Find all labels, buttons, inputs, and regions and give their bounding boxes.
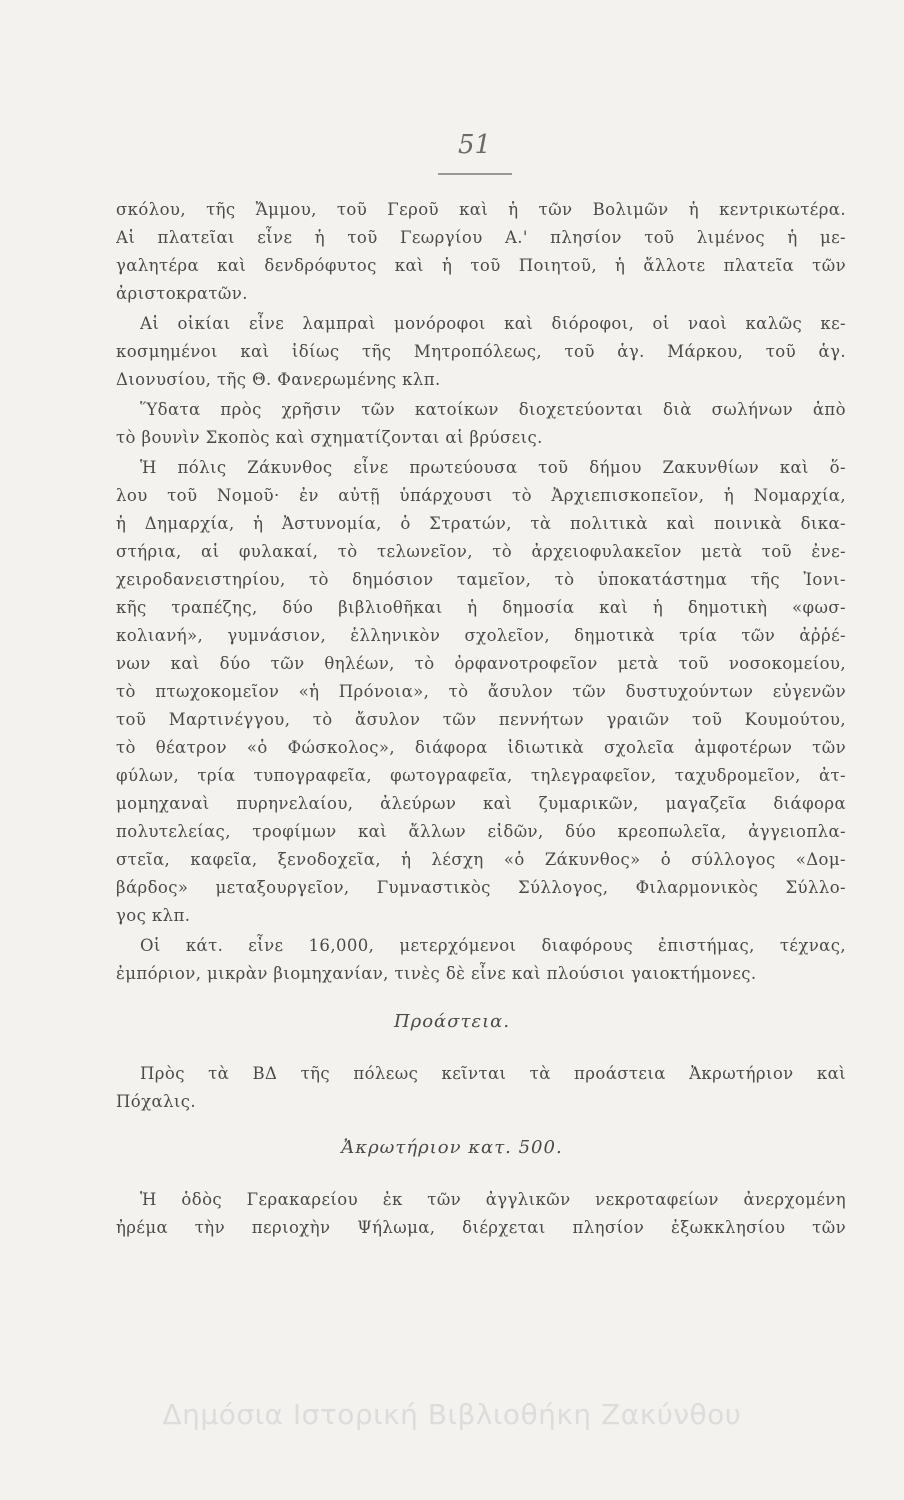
text-line: χειροδανειστηρίου, τὸ δημόσιον ταμεῖον, τὸ ὑποκατάστημα τῆς Ἰονι- [116, 570, 846, 589]
text-line: σκόλου, τῆς Ἄμμου, τοῦ Γεροῦ καὶ ἡ τῶν Βολιμῶν ἡ κεντρικωτέρα. [116, 200, 846, 219]
text-line: γος κλπ. [116, 906, 191, 925]
library-watermark: Δημόσια Ιστορική Βιβλιοθήκη Ζακύνθου [162, 1398, 742, 1431]
text-line: Ἡ πόλις Ζάκυνθος εἶνε πρωτεύουσα τοῦ δήμου Ζακυνθίων καὶ ὅ- [140, 458, 846, 477]
text-line: κολιανή», γυμνάσιον, ἑλληνικὸν σχολεῖον, δημοτικὰ τρία τῶν ἀῤῥέ- [116, 626, 846, 645]
text-line: Αἱ πλατεῖαι εἶνε ἡ τοῦ Γεωργίου Α.' πλησίον τοῦ λιμένος ἡ με- [116, 228, 846, 247]
text-line: Ὕδατα πρὸς χρῆσιν τῶν κατοίκων διοχετεύονται διὰ σωλήνων ἀπὸ [140, 400, 846, 419]
text-line: Διονυσίου, τῆς Θ. Φανερωμένης κλπ. [116, 370, 441, 389]
text-line: κοσμημένοι καὶ ἰδίως τῆς Μητροπόλεως, τοῦ ἁγ. Μάρκου, τοῦ ἁγ. [116, 342, 846, 361]
text-line: τὸ πτωχοκομεῖον «ἡ Πρόνοια», τὸ ἄσυλον τῶν δυστυχούντων εὐγενῶν [116, 682, 846, 701]
text-line: λου τοῦ Νομοῦ· ἐν αὐτῇ ὑπάρχουσι τὸ Ἀρχιεπισκοπεῖον, ἡ Νομαρχία, [116, 486, 846, 505]
text-line: ἡ Δημαρχία, ἡ Ἀστυνομία, ὁ Στρατών, τὰ πολιτικὰ καὶ ποινικὰ δικα- [116, 514, 846, 533]
text-line: ἀριστοκρατῶν. [116, 284, 248, 303]
text-line: Ἡ ὁδὸς Γερακαρείου ἐκ τῶν ἀγγλικῶν νεκροταφείων ἀνερχομένη [140, 1190, 846, 1209]
text-line: πολυτελείας, τροφίμων καὶ ἄλλων εἰδῶν, δύο κρεοπωλεῖα, ἀγγειοπλα- [116, 822, 846, 841]
text-line: μομηχαναὶ πυρηνελαίου, ἀλεύρων καὶ ζυμαρικῶν, μαγαζεῖα διάφορα [116, 794, 846, 813]
text-line: Οἱ κάτ. εἶνε 16,000, μετερχόμενοι διαφόρους ἐπιστήμας, τέχνας, [140, 936, 846, 955]
text-line: στήρια, αἱ φυλακαί, τὸ τελωνεῖον, τὸ ἀρχειοφυλακεῖον μετὰ τοῦ ἐνε- [116, 542, 846, 561]
text-line: ἠρέμα τὴν περιοχὴν Ψήλωμα, διέρχεται πλησίον ἐξωκκλησίου τῶν [116, 1218, 846, 1237]
text-line: Πρὸς τὰ ΒΔ τῆς πόλεως κεῖνται τὰ προάστεια Ἀκρωτήριον καὶ [140, 1064, 846, 1083]
text-line: τὸ βουνὶν Σκοπὸς καὶ σχηματίζονται αἱ βρύσεις. [116, 428, 543, 447]
text-line: τοῦ Μαρτινέγγου, τὸ ἄσυλον τῶν πεννήτων γραιῶν τοῦ Κουμούτου, [116, 710, 846, 729]
text-line: ἐμπόριον, μικρὰν βιομηχανίαν, τινὲς δὲ εἶνε καὶ πλούσιοι γαιοκτήμονες. [116, 964, 757, 983]
text-line: στεῖα, καφεῖα, ξενοδοχεῖα, ἡ λέσχη «ὁ Ζάκυνθος» ὁ σύλλογος «Δομ- [116, 850, 846, 869]
text-line: γαλητέρα καὶ δενδρόφυτος καὶ ἡ τοῦ Ποιητοῦ, ἡ ἄλλοτε πλατεῖα τῶν [116, 256, 846, 275]
page-number-rule [438, 173, 512, 175]
text-line: Αἱ οἰκίαι εἶνε λαμπραὶ μονόροφοι καὶ διόροφοι, οἱ ναοὶ καλῶς κε- [140, 314, 846, 333]
section-heading-akrotirion: Ἀκρωτήριον κατ. 500. [341, 1137, 563, 1158]
text-line: Πόχαλις. [116, 1092, 197, 1111]
text-line: βάρδος» μεταξουργεῖον, Γυμναστικὸς Σύλλογος, Φιλαρμονικὸς Σύλλο- [116, 878, 846, 897]
text-line: φύλων, τρία τυπογραφεῖα, φωτογραφεῖα, τηλεγραφεῖον, ταχυδρομεῖον, ἀτ- [116, 766, 846, 785]
text-line: νων καὶ δύο τῶν θηλέων, τὸ ὀρφανοτροφεῖον μετὰ τοῦ νοσοκομείου, [116, 654, 846, 673]
text-line: τὸ θέατρον «ὁ Φώσκολος», διάφορα ἰδιωτικὰ σχολεῖα ἀμφοτέρων τῶν [116, 738, 846, 757]
section-heading-proasteia: Προάστεια. [393, 1011, 511, 1032]
page-number: 51 [458, 130, 492, 160]
text-line: κῆς τραπέζης, δύο βιβλιοθῆκαι ἡ δημοσία καὶ ἡ δημοτικὴ «φωσ- [116, 598, 846, 617]
